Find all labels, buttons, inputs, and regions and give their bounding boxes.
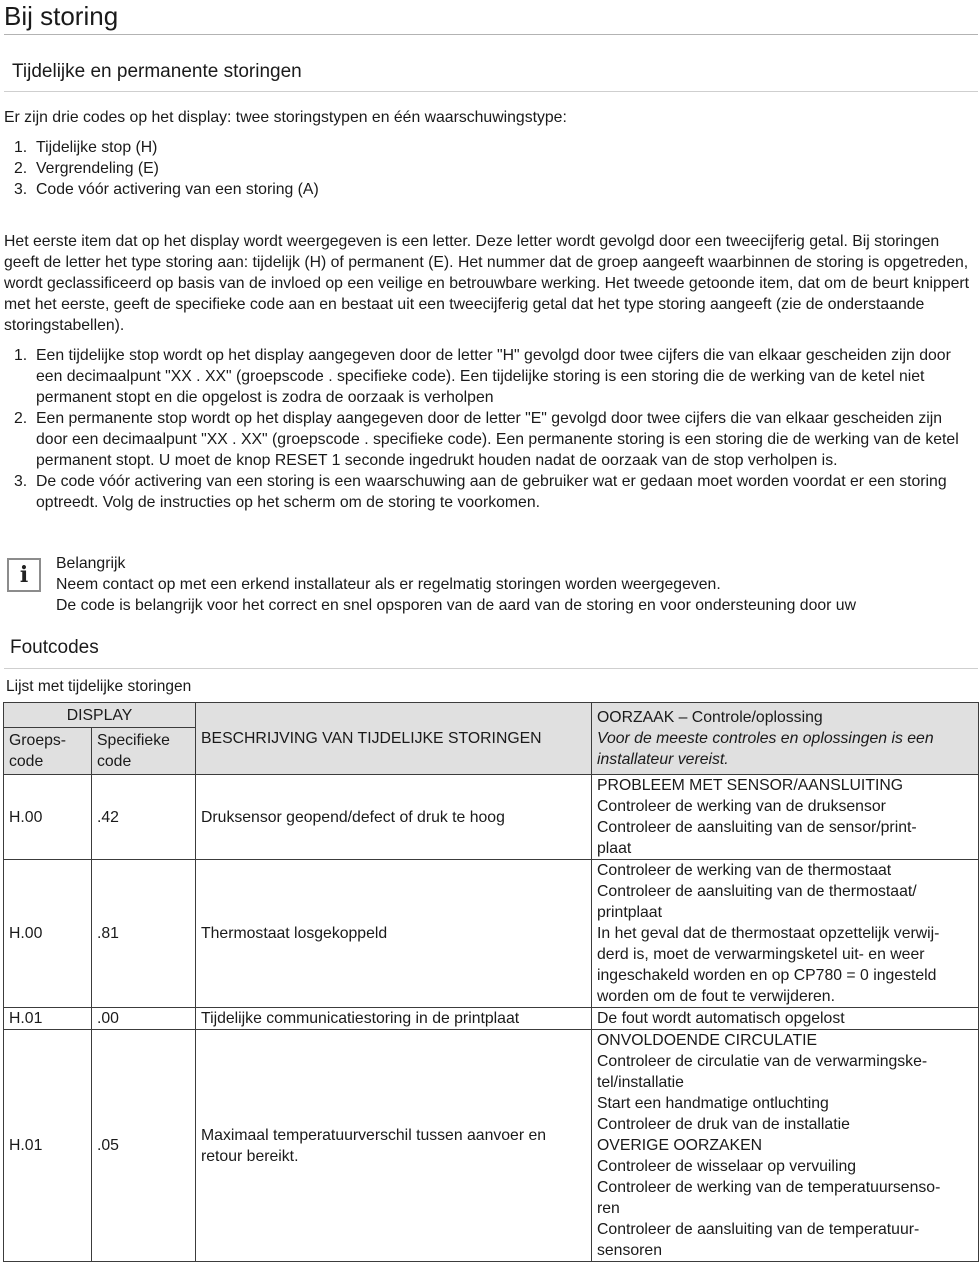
cause-cell: ONVOLDOENDE CIRCULATIE Controleer de circulatie van de verwarmingske- tel/installatie Start een handmatige ontluchting Controleer de druk van de installatie OVERIGE OORZAKEN Controleer de wisselaar op vervuiling Controleer de werking van de temperatuursenso- ren Controleer de aansluiting van de temperatuur- sensoren xyxy=(592,1030,979,1262)
list-item-text: Code vóór activering van een storing (A) xyxy=(36,181,319,198)
column-header-group-code xyxy=(4,728,92,775)
page-title: Bij storing xyxy=(4,0,978,35)
group-code-label: Groeps- code xyxy=(9,732,67,770)
list-item xyxy=(4,408,978,471)
cause-cell: Controleer de werking van de thermostaat Controleer de aansluiting van de thermostaat/ printplaat In het geval dat de thermostaat opzettelijk verwij- derd is, moet de verwarmingsketel uit- en weer ingeschakeld worden en op CP780 = 0 ingesteld worden om de fout te verwijderen. xyxy=(592,860,979,1008)
specific-code-cell: .81 xyxy=(92,860,196,1008)
list-number: 1. xyxy=(14,347,28,364)
list-item xyxy=(4,345,978,408)
cause-header-label: OORZAAK – Controle/oplossing xyxy=(597,709,823,726)
description-cell: Tijdelijke communicatiestoring in de printplaat xyxy=(196,1008,592,1030)
list-number: 3. xyxy=(14,473,28,490)
info-icon: i xyxy=(7,558,41,592)
list-item-text: Een tijdelijke stop wordt op het display aangegeven door de letter "H" gevolgd door twee cijfers die van elkaar gescheiden zijn door een decimaalpunt "XX . XX" (groepscode . specifieke code). Een tijdelijke storing is een storing die de werking van de ketel niet permanent stopt en die opgelost is zodra de oorzaak is verholpen xyxy=(36,347,951,406)
list-item xyxy=(4,137,978,158)
column-header-cause xyxy=(592,703,979,775)
intro-text: Er zijn drie codes op het display: twee storingstypen en één waarschuwingstype: xyxy=(4,109,567,126)
specific-code-cell: .42 xyxy=(92,775,196,860)
fault-type-list xyxy=(4,137,978,200)
group-code-cell: H.00 xyxy=(4,860,92,1008)
section-title-storingen: Tijdelijke en permanente storingen xyxy=(4,60,978,92)
fault-code-table xyxy=(3,702,979,1262)
table-row xyxy=(4,775,979,860)
cause-header-note: Voor de meeste controles en oplossingen is een installateur vereist. xyxy=(597,730,934,768)
section-title-foutcodes: Foutcodes xyxy=(4,636,978,669)
list-item xyxy=(4,158,978,179)
description-cell: Druksensor geopend/defect of druk te hoog xyxy=(196,775,592,860)
list-item-text: Vergrendeling (E) xyxy=(36,160,159,177)
list-item-text: De code vóór activering van een storing is een waarschuwing aan de gebruiker wat er gedaan moet worden voordat er een storing optreedt. Volg de instructies op het scherm om de storing te voorkomen. xyxy=(36,473,947,511)
list-item-text: Tijdelijke stop (H) xyxy=(36,139,158,156)
table-caption: Lijst met tijdelijke storingen xyxy=(6,678,192,695)
notice-line: Neem contact op met een erkend installateur als er regelmatig storingen worden weergegeven. xyxy=(56,576,721,593)
list-number: 1. xyxy=(14,139,28,156)
column-header-specific-code xyxy=(92,728,196,775)
table-row xyxy=(4,860,979,1008)
notice-text xyxy=(56,553,976,616)
list-number: 2. xyxy=(14,160,28,177)
description-cell: Thermostaat losgekoppeld xyxy=(196,860,592,1008)
column-header-description: BESCHRIJVING VAN TIJDELIJKE STORINGEN xyxy=(196,703,592,775)
list-number: 2. xyxy=(14,410,28,427)
notice-line: De code is belangrijk voor het correct en snel opsporen van de aard van de storing en voor ondersteuning door uw xyxy=(56,597,856,614)
group-code-cell: H.01 xyxy=(4,1030,92,1262)
explanation-paragraph: Het eerste item dat op het display wordt weergegeven is een letter. Deze letter wordt gevolgd door een tweecijferig getal. Bij storingen geeft de letter het type storing aan: tijdelijk (H) of permanent (E). Het nummer dat de groep aangeeft waarbinnen de storing is opgetreden, wordt geclassificeerd op basis van de invloed op een veilige en betrouwbare werking. Het tweede getoonde item, dat om de beurt knippert met het eerste, geeft de specifieke code aan en bestaat uit een tweecijferig getal dat het type storing aangeeft (zie de onderstaande storingstabellen). xyxy=(4,233,970,334)
list-item xyxy=(4,471,978,513)
group-code-cell: H.01 xyxy=(4,1008,92,1030)
specific-code-cell: .00 xyxy=(92,1008,196,1030)
group-code-cell: H.00 xyxy=(4,775,92,860)
list-number: 3. xyxy=(14,181,28,198)
specific-code-label: Specifieke code xyxy=(97,732,170,770)
column-header-display: DISPLAY xyxy=(4,703,196,728)
table-body xyxy=(4,775,979,1262)
description-cell: Maximaal temperatuurverschil tussen aanvoer en retour bereikt. xyxy=(196,1030,592,1262)
list-item xyxy=(4,179,978,200)
table-row xyxy=(4,1008,979,1030)
important-notice xyxy=(4,552,978,616)
fault-detail-list xyxy=(4,345,978,513)
specific-code-cell: .05 xyxy=(92,1030,196,1262)
notice-title: Belangrijk xyxy=(56,555,126,572)
cause-cell: De fout wordt automatisch opgelost xyxy=(592,1008,979,1030)
table-row xyxy=(4,1030,979,1262)
list-item-text: Een permanente stop wordt op het display aangegeven door de letter "E" gevolgd door twee cijfers die van elkaar gescheiden zijn door een decimaalpunt "XX . XX" (groepscode . specifieke code). Een permanente storing is een storing die de werking van de ketel permanent stopt. U moet de knop RESET 1 seconde ingedrukt houden nadat de oorzaak van de stop verholpen is. xyxy=(36,410,959,469)
cause-cell: PROBLEEM MET SENSOR/AANSLUITING Controleer de werking van de druksensor Controleer de aansluiting van de sensor/print- plaat xyxy=(592,775,979,860)
